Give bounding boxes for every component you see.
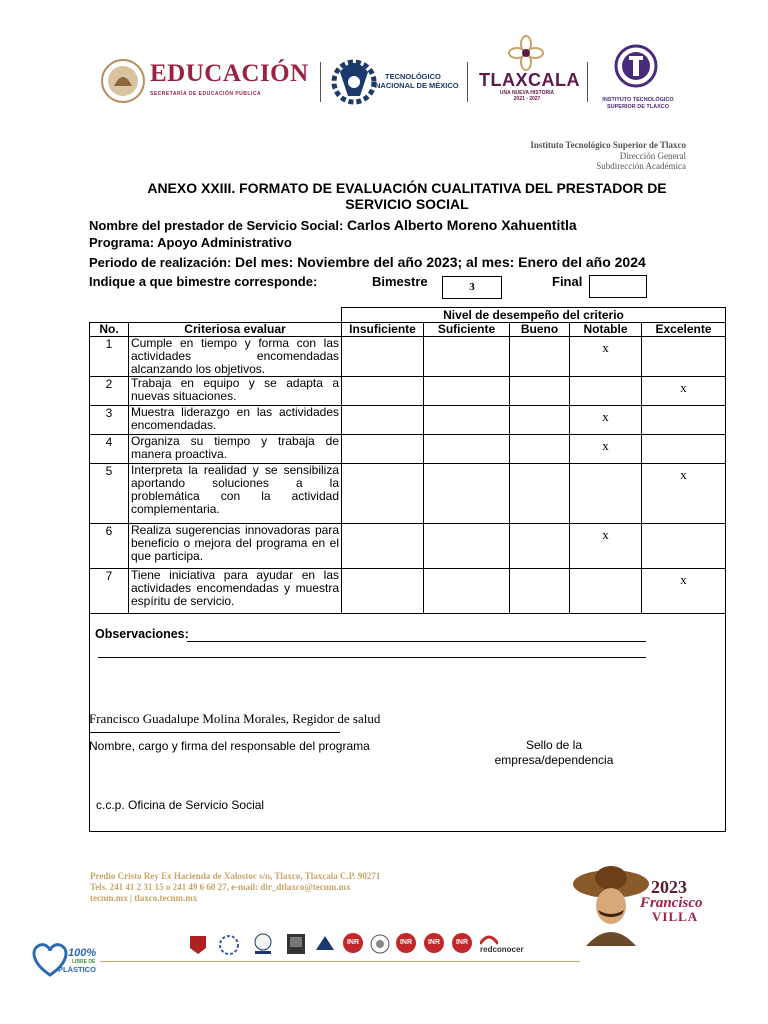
selected-mark: x	[602, 527, 609, 542]
level-cell-insuficiente[interactable]	[342, 406, 424, 435]
level-cell-excelente[interactable]	[642, 435, 726, 464]
col-level-notable: Notable	[570, 323, 642, 337]
level-cell-excelente[interactable]	[642, 569, 726, 614]
level-cell-notable[interactable]	[570, 569, 642, 614]
plastic-libre: LIBRE DE	[72, 959, 96, 965]
table-row	[90, 406, 726, 435]
criterion-text: Trabaja en equipo y se adapta a nuevas situaciones.	[129, 377, 342, 406]
table-row	[90, 337, 726, 377]
criterion-number: 3	[90, 406, 129, 435]
period-line	[89, 254, 646, 270]
level-cell-insuficiente[interactable]	[342, 464, 424, 524]
seal-label	[482, 738, 626, 768]
level-cell-bueno[interactable]	[510, 377, 570, 406]
institution-direction: Dirección General	[619, 150, 686, 161]
tlaxcala-logo	[476, 35, 580, 105]
criterion-text: Cumple en tiempo y forma con las actividades encomendadas alcanzando los objetivos.	[129, 337, 342, 377]
table-header-row	[90, 323, 726, 337]
criterion-number: 6	[90, 524, 129, 569]
period-value: Del mes: Noviembre del año 2023; al mes: Enero del año 2024	[234, 254, 646, 270]
criterion-number: 1	[90, 337, 129, 377]
villa-francisco: Francisco	[640, 895, 703, 911]
villa-villa: VILLA	[652, 909, 699, 924]
level-cell-excelente[interactable]	[642, 377, 726, 406]
criterion-text: Tiene iniciativa para ayudar en las actividades encomendadas y muestra espíritu de servicio.	[129, 569, 342, 614]
itst-text-2: SUPERIOR DE TLAXCO	[606, 103, 670, 110]
signer-name: Francisco Guadalupe Molina Morales, Regidor de salud	[89, 711, 381, 726]
criterion-text: Organiza su tiempo y trabaja de manera proactiva.	[129, 435, 342, 464]
table-header-level-row	[90, 308, 726, 323]
document-title	[89, 180, 725, 212]
seal-label-2: empresa/dependencia	[494, 753, 614, 767]
level-cell-excelente[interactable]	[642, 464, 726, 524]
level-cell-suficiente[interactable]	[424, 337, 510, 377]
selected-mark: x	[602, 340, 609, 355]
criterion-text: Realiza sugerencias innovadoras para beneficio o mejora del programa en el que participa.	[129, 524, 342, 569]
eagle-seal-icon	[100, 58, 146, 104]
level-cell-suficiente[interactable]	[424, 524, 510, 569]
bimester-prompt: Indique a que bimestre corresponde:	[89, 274, 318, 289]
footer-web-line: tecnm.mx | tlaxco.tecnm.mx	[90, 893, 198, 903]
footer-address	[90, 871, 380, 904]
inr-seal	[343, 933, 363, 953]
certification-seal-icon	[188, 934, 208, 956]
level-cell-notable[interactable]	[570, 435, 642, 464]
tecnm-text-1: TECNOLÓGICO	[385, 72, 441, 81]
inr-seal	[452, 933, 472, 953]
table-row	[90, 524, 726, 569]
selected-mark: x	[680, 467, 687, 482]
level-cell-bueno[interactable]	[510, 569, 570, 614]
certification-seal-icon	[252, 932, 274, 956]
level-cell-bueno[interactable]	[510, 524, 570, 569]
institution-header	[460, 140, 686, 172]
level-cell-notable[interactable]	[570, 524, 642, 569]
inr-seal	[424, 933, 444, 953]
level-cell-notable[interactable]	[570, 406, 642, 435]
criterion-number: 4	[90, 435, 129, 464]
level-cell-notable[interactable]	[570, 337, 642, 377]
level-header: Nivel de desempeño del criterio	[342, 308, 726, 323]
level-cell-notable[interactable]	[570, 464, 642, 524]
certification-seal-icon	[314, 934, 336, 954]
program-value: Apoyo Administrativo	[157, 235, 292, 250]
inr-text: INR	[427, 939, 441, 946]
level-cell-bueno[interactable]	[510, 337, 570, 377]
signature-line	[90, 732, 340, 733]
itst-text-1: INSTITUTO TECNOLÓGICO	[602, 97, 674, 103]
year-2023: 2023	[651, 877, 687, 897]
divider	[467, 62, 468, 102]
observations-line-2[interactable]	[98, 657, 646, 658]
bimester-value: 3	[469, 281, 475, 293]
program-line	[89, 235, 292, 250]
selected-mark: x	[680, 572, 687, 587]
edu-logo-text: EDUCACIÓN	[150, 60, 309, 87]
level-cell-suficiente[interactable]	[424, 377, 510, 406]
seal-label-1: Sello de la	[525, 738, 583, 752]
level-cell-excelente[interactable]	[642, 524, 726, 569]
inr-seal	[396, 933, 416, 953]
certification-seal-icon	[286, 933, 306, 955]
provider-name-label: Nombre del prestador de Servicio Social:	[89, 218, 344, 233]
observations-box	[89, 611, 726, 832]
period-label: Periodo de realización:	[89, 255, 232, 270]
level-cell-insuficiente[interactable]	[342, 524, 424, 569]
evaluation-table	[89, 307, 726, 614]
divider	[320, 62, 321, 102]
selected-mark: x	[602, 409, 609, 424]
bimester-label: Bimestre	[372, 274, 428, 289]
francisco-villa-portrait-icon	[572, 862, 650, 946]
level-cell-suficiente[interactable]	[424, 569, 510, 614]
level-cell-insuficiente[interactable]	[342, 377, 424, 406]
tlaxcala-sub-1: UNA NUEVA HISTORIA	[499, 90, 555, 96]
provider-name-line	[89, 217, 577, 233]
inr-text: INR	[455, 939, 469, 946]
tlaxcala-text: TLAXCALA	[479, 70, 580, 90]
col-level-bueno: Bueno	[510, 323, 570, 337]
table-body	[90, 337, 726, 614]
level-cell-suficiente[interactable]	[424, 435, 510, 464]
final-box[interactable]	[589, 275, 647, 298]
inr-text: INR	[346, 939, 360, 946]
redconocer-text: redconocer	[480, 945, 524, 954]
col-level-excelente: Excelente	[642, 323, 726, 337]
edu-logo-sub: SECRETARÍA DE EDUCACIÓN PÚBLICA	[150, 91, 262, 97]
itst-logo	[598, 40, 678, 112]
selected-mark: x	[680, 380, 687, 395]
certification-seal-icon	[370, 933, 390, 955]
ccp-text: c.c.p. Oficina de Servicio Social	[96, 798, 265, 812]
tecnm-gear-icon	[330, 52, 378, 110]
col-criteria: Criteriosa evaluar	[129, 323, 342, 337]
title-line-1: ANEXO XXIII. FORMATO DE EVALUACIÓN CUALITATIVA DEL PRESTADOR DE	[147, 180, 667, 196]
level-cell-notable[interactable]	[570, 377, 642, 406]
signer-caption: Nombre, cargo y firma del responsable del programa	[89, 739, 370, 753]
certification-seal-icon	[218, 934, 240, 956]
flower-icon	[508, 35, 544, 71]
col-no: No.	[90, 323, 129, 337]
plastic-plastico: PLÁSTICO	[58, 965, 96, 974]
level-cell-insuficiente[interactable]	[342, 337, 424, 377]
selected-mark: x	[602, 438, 609, 453]
plastic-100: 100%	[68, 947, 97, 959]
level-cell-insuficiente[interactable]	[342, 435, 424, 464]
criterion-text: Muestra liderazgo en las actividades encomendadas.	[129, 406, 342, 435]
provider-name-value: Carlos Alberto Moreno Xahuentitla	[346, 217, 577, 233]
level-cell-insuficiente[interactable]	[342, 569, 424, 614]
inr-text: INR	[399, 939, 413, 946]
tecnm-logo	[330, 52, 460, 112]
tecnm-text-2: NACIONAL DE MÉXICO	[375, 81, 459, 90]
bimester-box[interactable]	[442, 276, 502, 299]
criterion-number: 2	[90, 377, 129, 406]
table-row	[90, 377, 726, 406]
footer-rule	[100, 961, 580, 962]
level-cell-suficiente[interactable]	[424, 406, 510, 435]
table-row	[90, 464, 726, 524]
footer-phones-line: Tels. 241 41 2 31 15 o 241 49 6 60 27, e-mail: dir_dtlaxco@tecnm.mx	[90, 882, 351, 892]
level-cell-excelente[interactable]	[642, 406, 726, 435]
col-level-suficiente: Suficiente	[424, 323, 510, 337]
observations-line-1[interactable]	[187, 641, 646, 642]
title-line-2: SERVICIO SOCIAL	[345, 196, 469, 212]
level-cell-bueno[interactable]	[510, 464, 570, 524]
level-cell-excelente[interactable]	[642, 337, 726, 377]
col-level-insuficiente: Insuficiente	[342, 323, 424, 337]
level-cell-suficiente[interactable]	[424, 464, 510, 524]
observations-label: Observaciones:	[95, 627, 189, 641]
level-cell-bueno[interactable]	[510, 406, 570, 435]
institution-subdirection: Subdirección Académica	[596, 161, 686, 171]
program-label: Programa:	[89, 235, 155, 250]
footer-address-line: Predio Cristo Rey Ex Hacienda de Xalostoc s/n, Tlaxco, Tlaxcala C.P. 90271	[90, 871, 381, 881]
sep-logo	[100, 58, 310, 108]
final-label: Final	[552, 274, 583, 289]
level-cell-bueno[interactable]	[510, 435, 570, 464]
tlaxcala-sub-2: 2021 - 2027	[513, 96, 541, 102]
institution-name: Instituto Tecnológico Superior de Tlaxco	[530, 140, 686, 150]
plastic-free-logo	[30, 937, 100, 982]
table-row	[90, 569, 726, 614]
criterion-text: Interpreta la realidad y se sensibiliza aportando soluciones a la problemática con la actividad complementaria.	[129, 464, 342, 524]
itst-emblem-icon	[614, 44, 658, 88]
criterion-number: 7	[90, 569, 129, 614]
table-row	[90, 435, 726, 464]
criterion-number: 5	[90, 464, 129, 524]
divider	[587, 62, 588, 102]
